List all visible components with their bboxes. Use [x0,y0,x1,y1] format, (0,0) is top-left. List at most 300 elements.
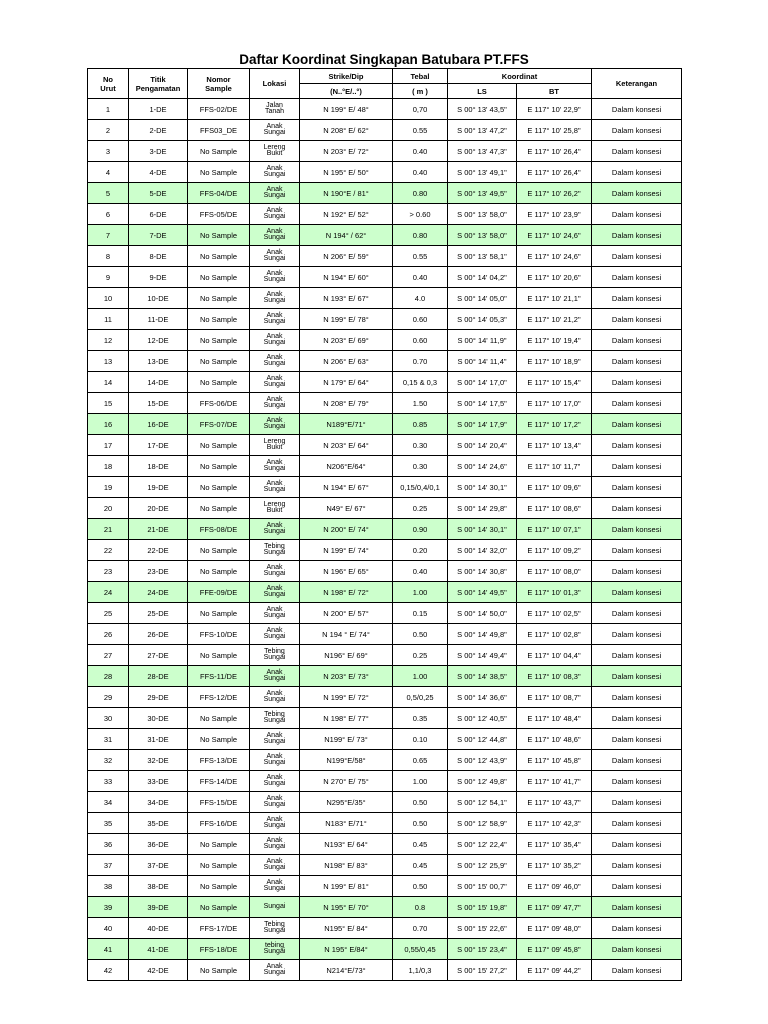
cell-bt: E 117° 10' 24,6" [517,246,592,267]
cell-bt: E 117° 10' 18,9" [517,351,592,372]
cell-ls: S 00° 14' 30,1" [448,477,517,498]
cell-no: 36 [88,834,129,855]
cell-lokasi: Tebing Sungai [250,645,300,666]
cell-sample: No Sample [188,960,250,981]
cell-ls: S 00° 12' 54,1" [448,792,517,813]
header-koordinat: Koordinat [448,69,592,84]
table-row [88,183,682,204]
table-row [88,918,682,939]
cell-sample: FFS-04/DE [188,183,250,204]
cell-ls: S 00° 15' 23,4" [448,939,517,960]
cell-no: 4 [88,162,129,183]
cell-titik: 38-DE [129,876,188,897]
cell-bt: E 117° 10' 01,3" [517,582,592,603]
cell-strike: N195° E/ 84° [300,918,393,939]
table-row [88,141,682,162]
cell-strike: N183° E/71° [300,813,393,834]
cell-lokasi: Anak Sungai [250,162,300,183]
cell-sample: FFS-11/DE [188,666,250,687]
cell-lokasi: Anak Sungai [250,624,300,645]
cell-lokasi: Tebing Sungai [250,918,300,939]
cell-lokasi: Anak Sungai [250,666,300,687]
cell-strike: N206°E/64° [300,456,393,477]
cell-keterangan: Dalam konsesi [592,582,682,603]
cell-tebal: 0.15 [393,603,448,624]
cell-keterangan: Dalam konsesi [592,750,682,771]
cell-strike: N 203° E/ 72° [300,141,393,162]
cell-titik: 21-DE [129,519,188,540]
cell-lokasi: Anak Sungai [250,519,300,540]
cell-bt: E 117° 10' 48,4" [517,708,592,729]
cell-ls: S 00° 13' 49,1" [448,162,517,183]
cell-titik: 7-DE [129,225,188,246]
cell-tebal: 0.50 [393,813,448,834]
page-title: Daftar Koordinat Singkapan Batubara PT.FFS [239,52,529,67]
cell-no: 37 [88,855,129,876]
table-row [88,162,682,183]
cell-lokasi: Anak Sungai [250,288,300,309]
cell-sample: No Sample [188,729,250,750]
cell-no: 10 [88,288,129,309]
cell-titik: 10-DE [129,288,188,309]
cell-no: 21 [88,519,129,540]
cell-tebal: 0,70 [393,99,448,120]
cell-titik: 20-DE [129,498,188,519]
cell-keterangan: Dalam konsesi [592,246,682,267]
header-nomor-sample: Nomor Sample [188,69,250,99]
cell-bt: E 117° 09' 47,7" [517,897,592,918]
cell-no: 19 [88,477,129,498]
cell-strike: N49° E/ 67° [300,498,393,519]
cell-ls: S 00° 15' 00,7" [448,876,517,897]
cell-lokasi: Anak Sungai [250,246,300,267]
header-lokasi: Lokasi [250,69,300,99]
cell-sample: No Sample [188,498,250,519]
cell-titik: 6-DE [129,204,188,225]
cell-strike: N 199° E/ 48° [300,99,393,120]
cell-strike: N 194° / 62° [300,225,393,246]
cell-no: 42 [88,960,129,981]
cell-no: 35 [88,813,129,834]
cell-sample: No Sample [188,246,250,267]
cell-strike: N196° E/ 69° [300,645,393,666]
cell-sample: No Sample [188,603,250,624]
cell-ls: S 00° 13' 47,2" [448,120,517,141]
cell-titik: 1-DE [129,99,188,120]
cell-ls: S 00° 14' 49,8" [448,624,517,645]
table-row [88,498,682,519]
cell-titik: 8-DE [129,246,188,267]
cell-tebal: 0.40 [393,561,448,582]
table-row [88,750,682,771]
cell-titik: 28-DE [129,666,188,687]
header-strike-unit: (N..°E/..°) [300,84,393,99]
cell-no: 30 [88,708,129,729]
cell-tebal: 0.40 [393,141,448,162]
cell-keterangan: Dalam konsesi [592,624,682,645]
cell-titik: 42-DE [129,960,188,981]
cell-sample: FFS-17/DE [188,918,250,939]
cell-sample: No Sample [188,225,250,246]
cell-strike: N 194° E/ 60° [300,267,393,288]
cell-no: 2 [88,120,129,141]
table-row [88,372,682,393]
cell-strike: N 193° E/ 67° [300,288,393,309]
cell-ls: S 00° 13' 58,0" [448,204,517,225]
cell-titik: 36-DE [129,834,188,855]
cell-bt: E 117° 10' 13,4" [517,435,592,456]
table-row [88,225,682,246]
cell-bt: E 117° 10' 08,3" [517,666,592,687]
cell-ls: S 00° 15' 22,6" [448,918,517,939]
cell-titik: 32-DE [129,750,188,771]
cell-strike: N193° E/ 64° [300,834,393,855]
coordinate-table [87,68,682,981]
cell-no: 6 [88,204,129,225]
table-row [88,288,682,309]
cell-tebal: 0.8 [393,897,448,918]
cell-sample: FFS-10/DE [188,624,250,645]
table-row [88,120,682,141]
cell-bt: E 117° 10' 08,6" [517,498,592,519]
cell-sample: FFS03_DE [188,120,250,141]
cell-keterangan: Dalam konsesi [592,372,682,393]
cell-ls: S 00° 14' 17,5" [448,393,517,414]
cell-strike: N 194 ° E/ 74° [300,624,393,645]
cell-ls: S 00° 14' 05,3" [448,309,517,330]
cell-ls: S 00° 14' 32,0" [448,540,517,561]
cell-bt: E 117° 10' 24,6" [517,225,592,246]
cell-bt: E 117° 10' 43,7" [517,792,592,813]
cell-keterangan: Dalam konsesi [592,309,682,330]
header-tebal: Tebal [393,69,448,84]
cell-no: 29 [88,687,129,708]
cell-bt: E 117° 10' 02,5" [517,603,592,624]
cell-ls: S 00° 12' 40,5" [448,708,517,729]
cell-keterangan: Dalam konsesi [592,897,682,918]
cell-bt: E 117° 10' 48,6" [517,729,592,750]
table-row [88,582,682,603]
cell-tebal: 0.70 [393,918,448,939]
cell-sample: No Sample [188,876,250,897]
cell-lokasi: Anak Sungai [250,372,300,393]
cell-ls: S 00° 15' 27,2" [448,960,517,981]
cell-keterangan: Dalam konsesi [592,561,682,582]
cell-keterangan: Dalam konsesi [592,792,682,813]
cell-bt: E 117° 10' 02,8" [517,624,592,645]
cell-no: 22 [88,540,129,561]
cell-titik: 27-DE [129,645,188,666]
cell-titik: 2-DE [129,120,188,141]
cell-no: 27 [88,645,129,666]
cell-tebal: > 0.60 [393,204,448,225]
cell-strike: N 179° E/ 64° [300,372,393,393]
cell-no: 23 [88,561,129,582]
cell-strike: N 203° E/ 73° [300,666,393,687]
cell-no: 18 [88,456,129,477]
cell-strike: N199° E/ 73° [300,729,393,750]
cell-sample: FFS-16/DE [188,813,250,834]
cell-strike: N 199° E/ 78° [300,309,393,330]
table-row [88,414,682,435]
cell-bt: E 117° 09' 44,2" [517,960,592,981]
table-row [88,456,682,477]
cell-keterangan: Dalam konsesi [592,813,682,834]
cell-lokasi: Anak Sungai [250,813,300,834]
cell-titik: 23-DE [129,561,188,582]
cell-tebal: 0.20 [393,540,448,561]
cell-bt: E 117° 10' 21,1" [517,288,592,309]
cell-ls: S 00° 12' 44,8" [448,729,517,750]
cell-tebal: 0.40 [393,267,448,288]
table-row [88,246,682,267]
cell-bt: E 117° 10' 17,2" [517,414,592,435]
table-row [88,666,682,687]
cell-sample: No Sample [188,645,250,666]
cell-bt: E 117° 10' 26,2" [517,183,592,204]
cell-strike: N 195° E/ 50° [300,162,393,183]
cell-tebal: 0.10 [393,729,448,750]
cell-no: 15 [88,393,129,414]
cell-no: 3 [88,141,129,162]
cell-keterangan: Dalam konsesi [592,729,682,750]
cell-lokasi: Anak Sungai [250,750,300,771]
cell-keterangan: Dalam konsesi [592,141,682,162]
cell-tebal: 1.00 [393,582,448,603]
cell-strike: N 270° E/ 75° [300,771,393,792]
table-row [88,309,682,330]
cell-strike: N 192° E/ 52° [300,204,393,225]
cell-ls: S 00° 14' 38,5" [448,666,517,687]
cell-strike: N 199° E/ 74° [300,540,393,561]
cell-strike: N214°E/73° [300,960,393,981]
cell-keterangan: Dalam konsesi [592,288,682,309]
cell-strike: N 195° E/84° [300,939,393,960]
cell-sample: No Sample [188,267,250,288]
cell-ls: S 00° 14' 30,8" [448,561,517,582]
cell-no: 40 [88,918,129,939]
table-row [88,99,682,120]
table-row [88,519,682,540]
cell-ls: S 00° 14' 17,0" [448,372,517,393]
cell-tebal: 0.35 [393,708,448,729]
cell-bt: E 117° 10' 15,4" [517,372,592,393]
cell-keterangan: Dalam konsesi [592,204,682,225]
cell-keterangan: Dalam konsesi [592,456,682,477]
table-row [88,792,682,813]
cell-titik: 34-DE [129,792,188,813]
cell-bt: E 117° 10' 04,4" [517,645,592,666]
cell-ls: S 00° 14' 24,6" [448,456,517,477]
cell-titik: 19-DE [129,477,188,498]
cell-sample: No Sample [188,330,250,351]
cell-lokasi: Anak Sungai [250,834,300,855]
cell-ls: S 00° 15' 19,8" [448,897,517,918]
cell-no: 8 [88,246,129,267]
cell-titik: 17-DE [129,435,188,456]
header-strike: Strike/Dip [300,69,393,84]
cell-titik: 22-DE [129,540,188,561]
cell-strike: N 203° E/ 64° [300,435,393,456]
table-row [88,351,682,372]
cell-bt: E 117° 10' 26,4" [517,162,592,183]
cell-strike: N 198° E/ 72° [300,582,393,603]
cell-tebal: 0,5/0,25 [393,687,448,708]
cell-keterangan: Dalam konsesi [592,267,682,288]
cell-no: 34 [88,792,129,813]
cell-tebal: 0.25 [393,498,448,519]
table-row [88,204,682,225]
cell-sample: FFS-07/DE [188,414,250,435]
cell-sample: FFS-05/DE [188,204,250,225]
cell-ls: S 00° 14' 36,6" [448,687,517,708]
cell-titik: 9-DE [129,267,188,288]
cell-ls: S 00° 14' 11,9" [448,330,517,351]
cell-keterangan: Dalam konsesi [592,876,682,897]
cell-lokasi: Anak Sungai [250,687,300,708]
cell-titik: 14-DE [129,372,188,393]
cell-ls: S 00° 14' 50,0" [448,603,517,624]
cell-strike: N 200° E/ 57° [300,603,393,624]
cell-lokasi: Anak Sungai [250,960,300,981]
table-row [88,834,682,855]
cell-sample: FFS-02/DE [188,99,250,120]
cell-no: 5 [88,183,129,204]
cell-sample: No Sample [188,435,250,456]
cell-tebal: 4.0 [393,288,448,309]
cell-keterangan: Dalam konsesi [592,351,682,372]
cell-bt: E 117° 10' 42,3" [517,813,592,834]
table-row [88,540,682,561]
table-row [88,603,682,624]
cell-sample: No Sample [188,141,250,162]
cell-lokasi: Anak Sungai [250,414,300,435]
cell-lokasi: Anak Sungai [250,792,300,813]
cell-sample: FFS-08/DE [188,519,250,540]
cell-strike: N199°E/58° [300,750,393,771]
cell-no: 11 [88,309,129,330]
cell-titik: 37-DE [129,855,188,876]
table-row [88,939,682,960]
cell-strike: N 199° E/ 81° [300,876,393,897]
cell-strike: N 194° E/ 67° [300,477,393,498]
cell-strike: N 200° E/ 74° [300,519,393,540]
cell-keterangan: Dalam konsesi [592,687,682,708]
cell-lokasi: Anak Sungai [250,456,300,477]
cell-bt: E 117° 10' 07,1" [517,519,592,540]
cell-keterangan: Dalam konsesi [592,939,682,960]
cell-keterangan: Dalam konsesi [592,120,682,141]
cell-lokasi: Anak Sungai [250,771,300,792]
cell-lokasi: Anak Sungai [250,309,300,330]
cell-lokasi: Anak Sungai [250,582,300,603]
cell-no: 41 [88,939,129,960]
cell-bt: E 117° 10' 41,7" [517,771,592,792]
cell-no: 12 [88,330,129,351]
cell-ls: S 00° 13' 47,3" [448,141,517,162]
cell-titik: 40-DE [129,918,188,939]
cell-tebal: 0.50 [393,624,448,645]
cell-ls: S 00° 14' 20,4" [448,435,517,456]
cell-sample: No Sample [188,540,250,561]
cell-lokasi: Anak Sungai [250,477,300,498]
cell-titik: 13-DE [129,351,188,372]
cell-tebal: 0.45 [393,855,448,876]
cell-lokasi: Anak Sungai [250,351,300,372]
cell-titik: 3-DE [129,141,188,162]
cell-lokasi: Anak Sungai [250,393,300,414]
cell-tebal: 1.00 [393,666,448,687]
cell-lokasi: Anak Sungai [250,729,300,750]
cell-bt: E 117° 10' 21,2" [517,309,592,330]
cell-titik: 18-DE [129,456,188,477]
cell-bt: E 117° 10' 35,2" [517,855,592,876]
cell-titik: 29-DE [129,687,188,708]
cell-ls: S 00° 14' 49,4" [448,645,517,666]
cell-titik: 35-DE [129,813,188,834]
cell-keterangan: Dalam konsesi [592,960,682,981]
cell-keterangan: Dalam konsesi [592,414,682,435]
cell-strike: N 203° E/ 69° [300,330,393,351]
cell-bt: E 117° 09' 48,0" [517,918,592,939]
cell-sample: FFS-14/DE [188,771,250,792]
cell-ls: S 00° 14' 29,8" [448,498,517,519]
cell-tebal: 0.30 [393,435,448,456]
cell-titik: 26-DE [129,624,188,645]
table-row [88,624,682,645]
cell-sample: No Sample [188,351,250,372]
cell-no: 7 [88,225,129,246]
cell-sample: No Sample [188,855,250,876]
cell-no: 14 [88,372,129,393]
cell-strike: N 199° E/ 72° [300,687,393,708]
cell-no: 33 [88,771,129,792]
cell-bt: E 117° 10' 19,4" [517,330,592,351]
cell-lokasi: Jalan Tanah [250,99,300,120]
cell-lokasi: Lereng Bukit [250,498,300,519]
cell-no: 39 [88,897,129,918]
cell-sample: No Sample [188,561,250,582]
cell-tebal: 0.50 [393,876,448,897]
cell-sample: FFS-06/DE [188,393,250,414]
cell-tebal: 0.55 [393,120,448,141]
cell-titik: 31-DE [129,729,188,750]
cell-keterangan: Dalam konsesi [592,435,682,456]
cell-lokasi: Anak Sungai [250,561,300,582]
cell-lokasi: Anak Sungai [250,267,300,288]
table-row [88,645,682,666]
cell-bt: E 117° 10' 23,9" [517,204,592,225]
cell-no: 25 [88,603,129,624]
cell-strike: N189°E/71° [300,414,393,435]
cell-bt: E 117° 10' 11,7" [517,456,592,477]
cell-lokasi: Tebing Sungai [250,540,300,561]
cell-ls: S 00° 14' 17,9" [448,414,517,435]
cell-titik: 15-DE [129,393,188,414]
cell-keterangan: Dalam konsesi [592,708,682,729]
cell-strike: N 190°E / 81° [300,183,393,204]
cell-ls: S 00° 14' 49,5" [448,582,517,603]
header-titik: Titik Pengamatan [129,69,188,99]
cell-tebal: 0,15 & 0,3 [393,372,448,393]
cell-strike: N198° E/ 83° [300,855,393,876]
cell-bt: E 117° 10' 26,4" [517,141,592,162]
cell-strike: N 208° E/ 79° [300,393,393,414]
cell-strike: N 208° E/ 62° [300,120,393,141]
cell-keterangan: Dalam konsesi [592,498,682,519]
cell-lokasi: Anak Sungai [250,225,300,246]
cell-sample: No Sample [188,309,250,330]
